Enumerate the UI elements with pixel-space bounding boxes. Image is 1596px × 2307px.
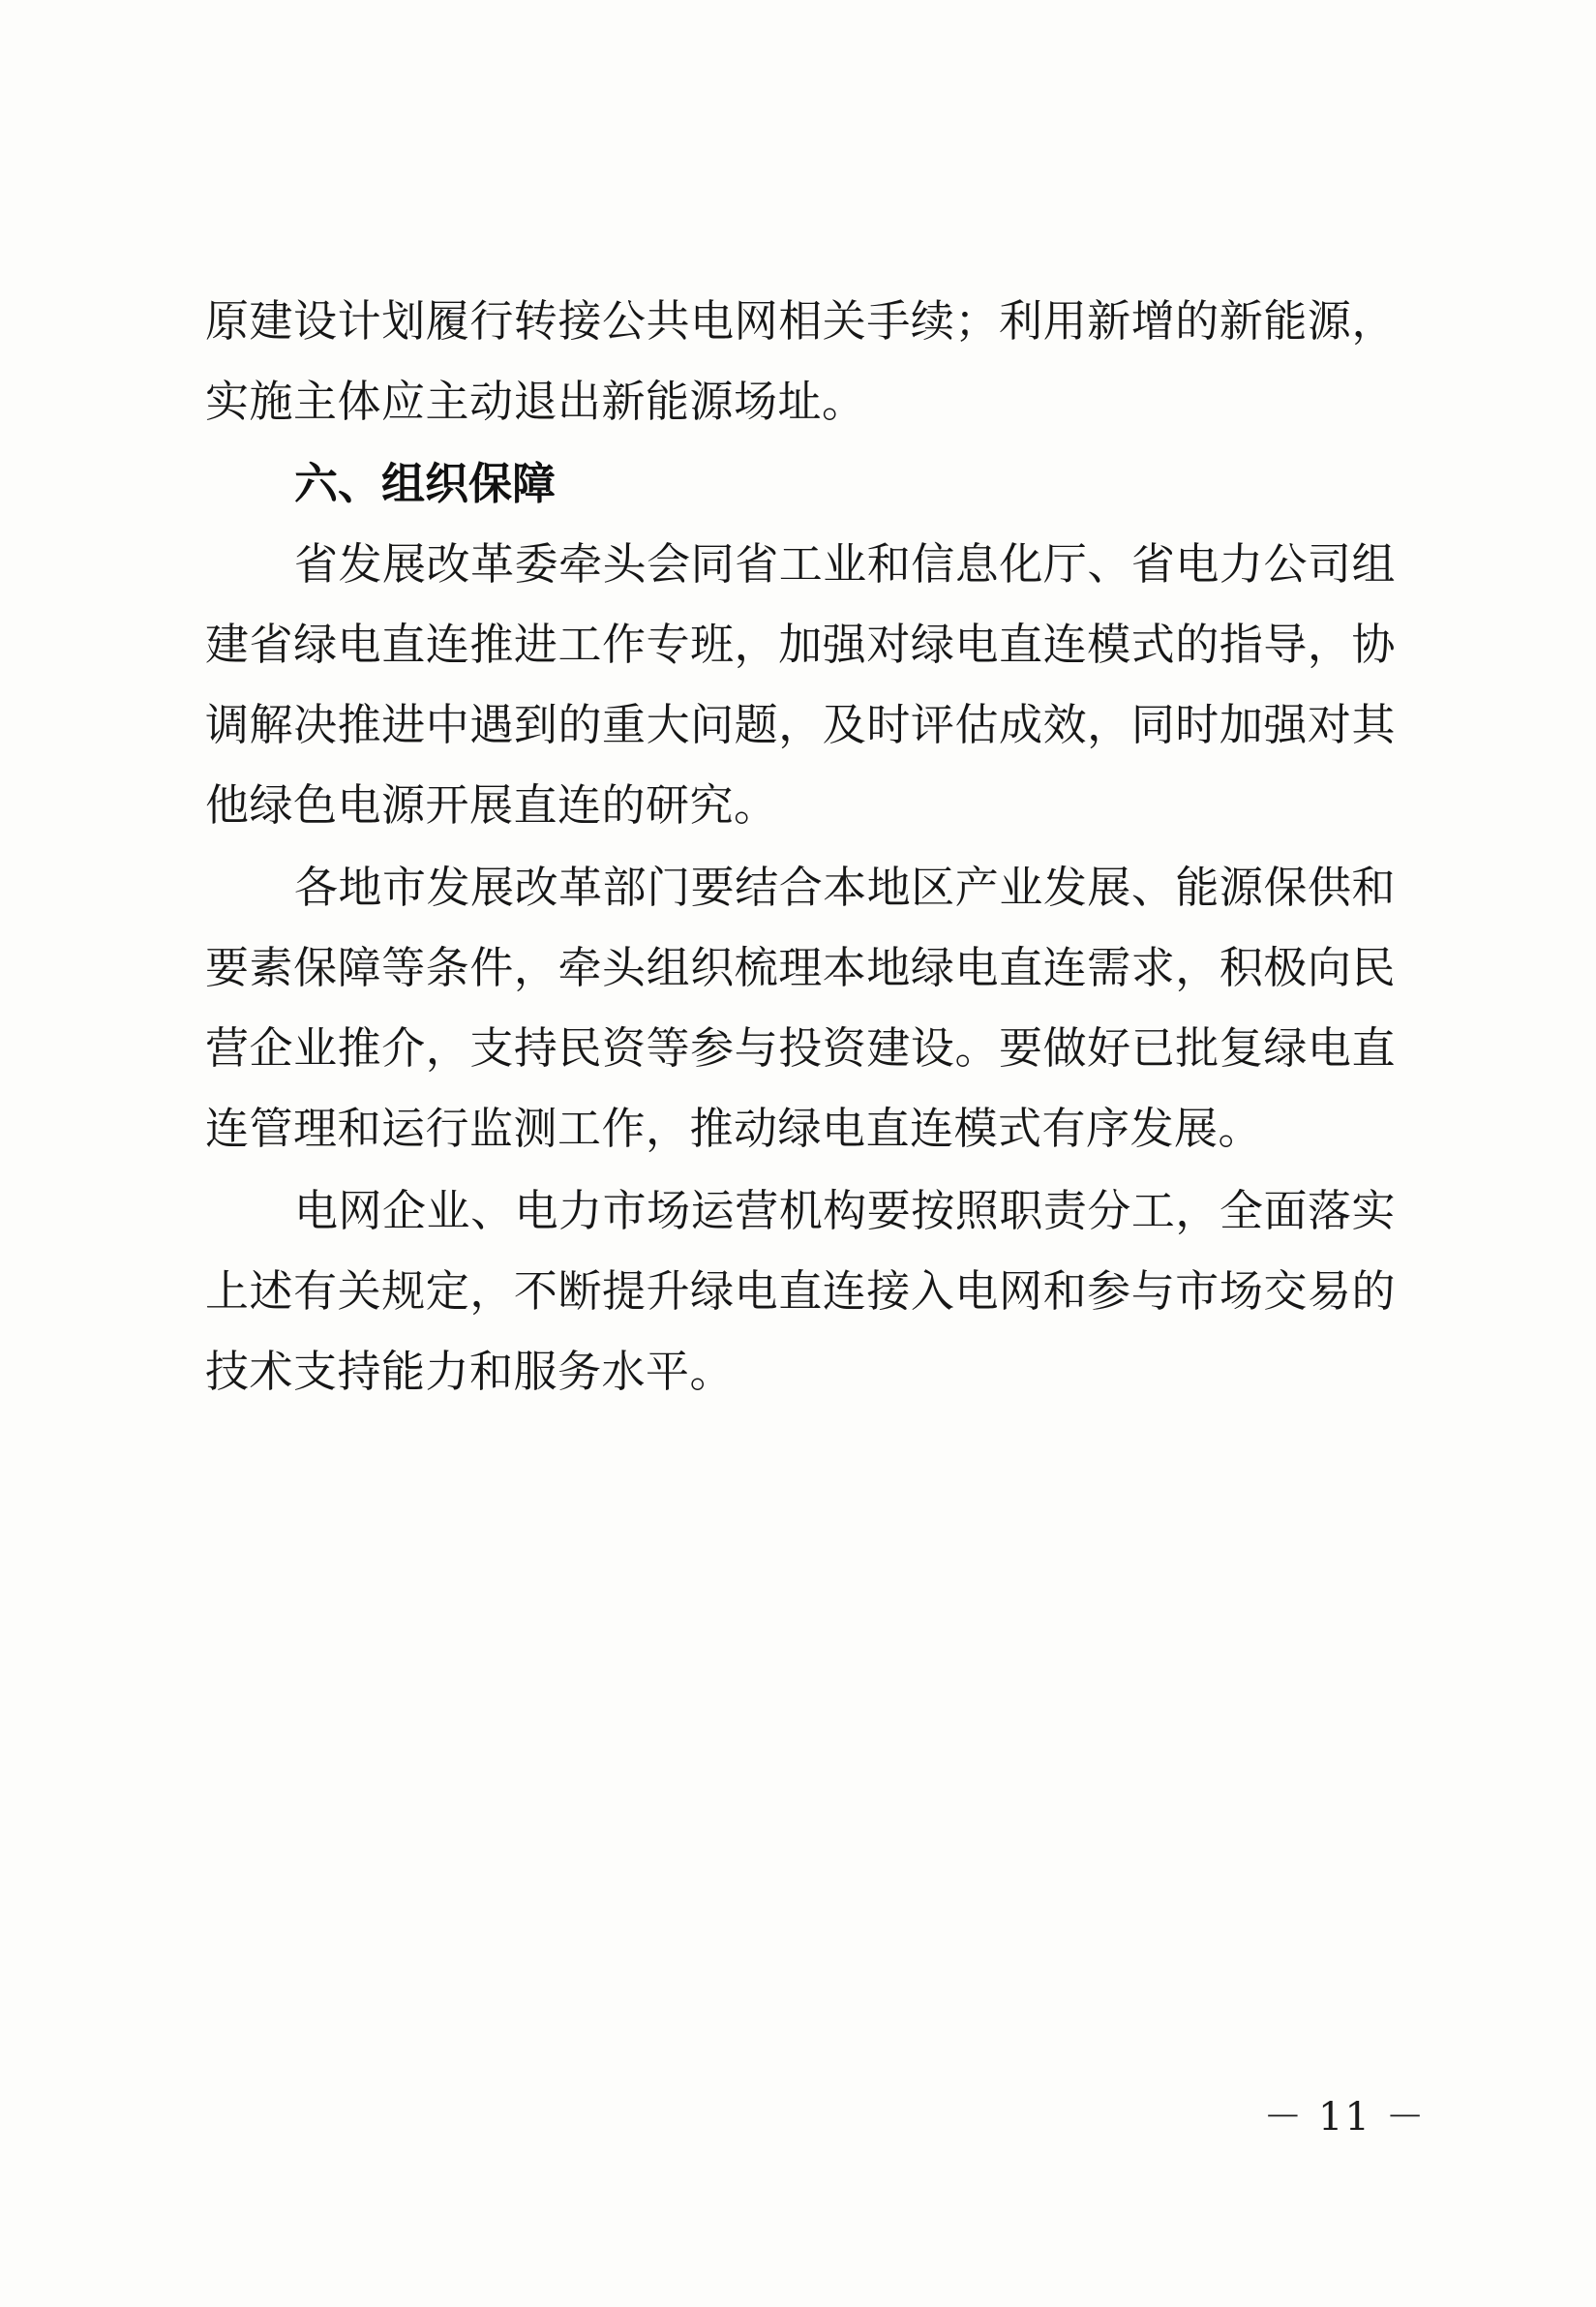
paragraph-provincial-commission: 省发展改革委牵头会同省工业和信息化厅、省电力公司组建省绿电直连推进工作专班，加强对绿电直连模式的指导，协调解决推进中遇到的重大问题，及时评估成效，同时加强对其他绿色电源开展直连的研究。	[205, 538, 1396, 831]
document-body	[205, 281, 1396, 1413]
paragraph-city-departments: 各地市发展改革部门要结合本地区产业发展、能源保供和要素保障等条件，牵头组织梳理本地绿电直连需求，积极向民营企业推介，支持民资等参与投资建设。要做好已批复绿电直连管理和运行监测工作，推动绿电直连模式有序发展。	[205, 862, 1396, 1154]
page-footer	[0, 2086, 1596, 2141]
paragraph-grid-enterprises: 电网企业、电力市场运营机构要按照职责分工，全面落实上述有关规定，不断提升绿电直连接入电网和参与市场交易的技术支持能力和服务水平。	[205, 1185, 1396, 1397]
paragraph-continued: 原建设计划履行转接公共电网相关手续；利用新增的新能源，实施主体应主动退出新能源场址。	[205, 295, 1396, 427]
page-number: － 11 －	[1263, 2095, 1427, 2140]
section-heading-organization-guarantee: 六、组织保障	[294, 458, 557, 509]
